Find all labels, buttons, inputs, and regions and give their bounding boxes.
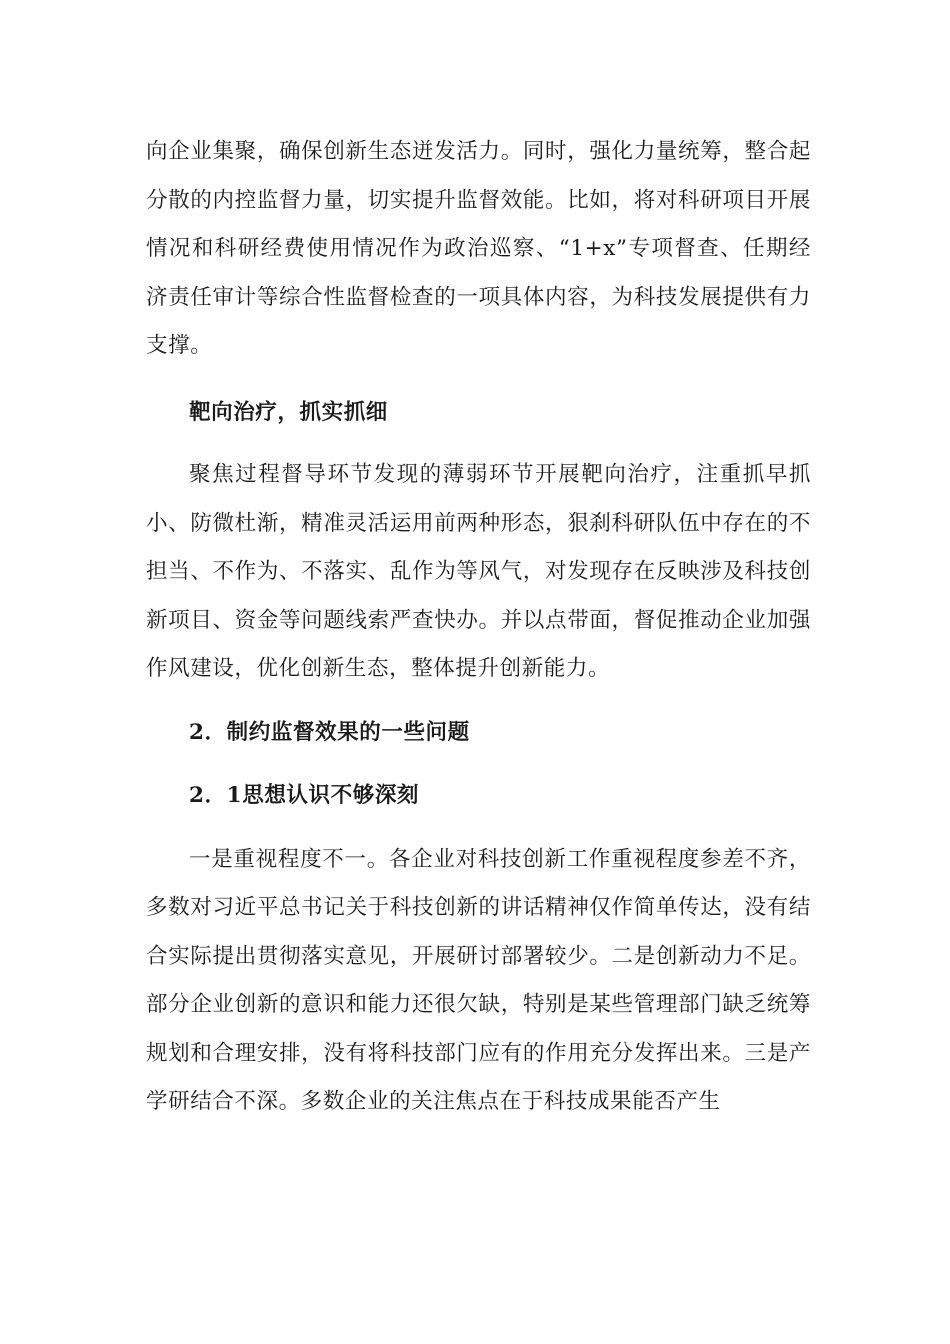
paragraph-spacer	[146, 694, 811, 709]
paragraph-spacer	[146, 371, 811, 389]
section-heading-targeted-treatment: 靶向治疗，抓实抓细	[189, 399, 388, 425]
paragraph-spacer	[146, 821, 811, 836]
paragraph-spacer	[146, 437, 811, 451]
document-body	[146, 128, 811, 1127]
paragraph-continuation: 向企业集聚，确保创新生态迸发活力。同时，强化力量统筹，整合起分散的内控监督力量，切实提升监督效能。比如，将对科研项目开展情况和科研经费使用情况作为政治巡察、“1+x”专项督查、任期经济责任审计等综合性监督检查的一项具体内容，为科技发展提供有力支撑。	[146, 139, 811, 358]
section-heading-2: 2．制约监督效果的一些问题	[189, 719, 470, 745]
paragraph-spacer	[146, 757, 811, 772]
paragraph-targeted-treatment: 聚焦过程督导环节发现的薄弱环节开展靶向治疗，注重抓早抓小、防微杜渐，精准灵活运用前两种形态，狠刹科研队伍中存在的不担当、不作为、不落实、乱作为等风气，对发现存在反映涉及科技创新项目、资金等问题线索严查快办。并以点带面，督促推动企业加强作风建设，优化创新生态，整体提升创新能力。	[146, 462, 811, 681]
paragraph-awareness: 一是重视程度不一。各企业对科技创新工作重视程度参差不齐，多数对习近平总书记关于科技创新的讲话精神仅作简单传达，没有结合实际提出贯彻落实意见，开展研讨部署较少。二是创新动力不足。部分企业创新的意识和能力还很欠缺，特别是某些管理部门缺乏统筹规划和合理安排，没有将科技部门应有的作用充分发挥出来。三是产学研结合不深。多数企业的关注焦点在于科技成果能否产生	[146, 846, 811, 1114]
subsection-heading-2-1: 2．1思想认识不够深刻	[189, 783, 420, 808]
